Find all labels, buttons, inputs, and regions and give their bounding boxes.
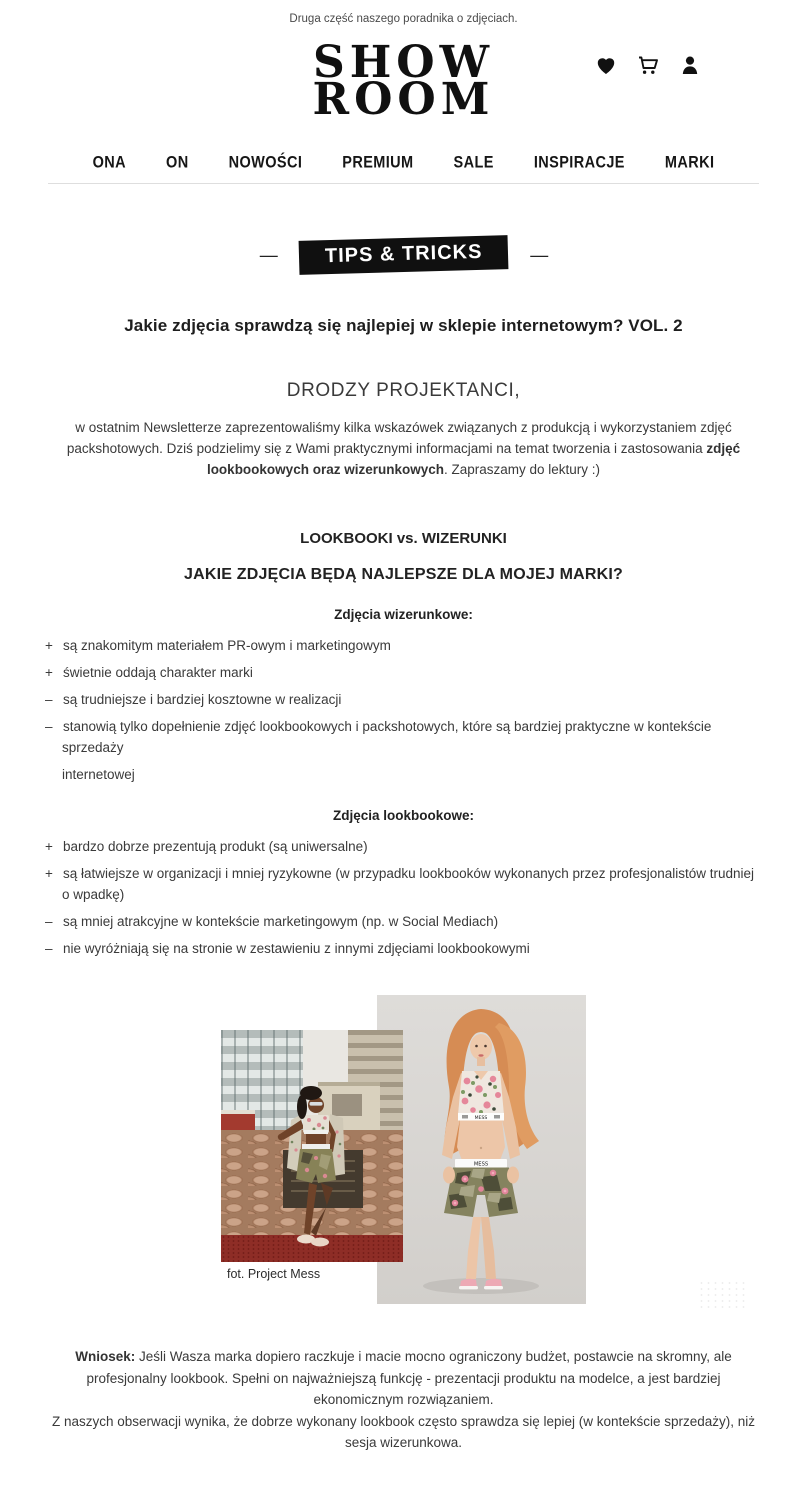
photo-collage [0,995,807,1309]
conclusion-lead: Wniosek: [75,1349,136,1364]
nav-item-ona[interactable]: ONA [92,154,127,172]
watermark-dots [698,1280,748,1310]
header [0,37,807,133]
preheader-text: Druga część naszego poradnika o zdjęciach. [289,13,518,25]
nav-item-inspiracje[interactable]: INSPIRACJE [533,154,625,172]
list-item-continuation: internetowej [62,767,135,782]
wizerunkowe-outdoor-photo[interactable] [221,1030,403,1262]
nav-item-on[interactable]: ON [166,154,189,172]
logo-line-1: SHOW [312,37,495,88]
list1-title: Zdjęcia wizerunkowe: [334,607,473,622]
photo-caption: fot. Project Mess [227,1267,321,1281]
conclusion-paragraph [46,1346,762,1500]
lookbook-studio-photo[interactable] [377,995,586,1304]
list-lookbookowe [45,836,762,959]
list-item: + świetnie oddają charakter marki [45,665,253,680]
pros-cons-section [0,607,807,959]
left-dash: — [259,244,277,265]
right-dash: — [530,244,548,265]
main-nav [0,155,807,171]
list2-title: Zdjęcia lookbookowe: [332,808,475,823]
heart-icon[interactable] [594,53,618,77]
list-item: + bardzo dobrze prezentują produkt (są uniwersalne) [45,839,368,854]
user-icon[interactable] [678,53,702,77]
list-item: – są trudniejsze i bardziej kosztowne w realizacji [45,692,342,707]
list-item: – są mniej atrakcyjne w kontekście marketingowym (np. w Social Mediach) [45,914,499,929]
tips-tricks-badge: TIPS & TRICKS [298,235,508,275]
list-item: + są łatwiejsze w organizacji i mniej ryzykowne (w przypadku lookbooków wykonanych przez profesjonalistów trudniej o wpadkę) [45,866,755,902]
top-band-brand-text: MESS [474,1116,488,1121]
waistband-brand-text: MESS [473,1161,489,1168]
outdoor-model-illustration [221,1030,403,1262]
tips-tricks-banner [0,238,807,272]
list-item: – stanowią tylko dopełnienie zdjęć lookbookowych i packshotowych, które są bardziej praktyczne w kontekście sprzedaży [45,719,712,755]
studio-model-illustration [377,995,586,1304]
intro-paragraph [60,417,748,480]
list-item: + są znakomitym materiałem PR-owym i marketingowym [45,638,391,653]
nav-item-marki[interactable]: MARKI [664,154,715,172]
conclusion-line2: Z naszych obserwacji wynika, że dobrze wykonany lookbook często sprawdza się lepiej (w kontekście sprzedaży), niż sesja wizerunkowa. [51,1413,756,1450]
heading-jakie-zdjecia: JAKIE ZDJĘCIA BĘDĄ NAJLEPSZE DLA MOJEJ MARKI? [184,566,623,583]
heading-lookbooki-vs-wizerunki: LOOKBOOKI vs. WIZERUNKI [300,530,507,547]
logo-line-2: ROOM [312,73,495,125]
conclusion-text: Jeśli Wasza marka dopiero raczkuje i macie mocno ograniczony budżet, postawcie na skromny, ale profesjonalny lookbook. Spełni on najważniejszą funkcję - prezentacji produktu na modelce, a jest bardziej ekonomicznym rozwiązaniem. [86,1349,732,1407]
list-item: – nie wyróżniają się na stronie w zestawieniu z innymi zdjęciami lookbookowymi [45,941,530,956]
nav-item-sale[interactable]: SALE [453,154,494,172]
nav-item-nowosci[interactable]: NOWOŚCI [228,154,303,172]
header-divider [48,183,759,184]
list-wizerunkowe [45,635,762,785]
cart-icon[interactable] [636,53,660,77]
article-title: Jakie zdjęcia sprawdzą się najlepiej w sklepie internetowym? VOL. 2 [124,316,683,335]
salutation: DRODZY PROJEKTANCI, [286,380,521,401]
intro-text: w ostatnim Newsletterze zaprezentowaliśmy kilka wskazówek związanych z produkcją i wykorzystaniem zdjęć packshotowych. Dziś podzielimy się z Wami praktycznymi informacjami na temat tworzenia i zastosowania [66,420,732,456]
header-icons [594,53,702,77]
intro-text-after: . Zapraszamy do lektury :) [443,462,601,477]
intro-bold-text: zdjęć lookbookowych oraz wizerunkowych [206,441,741,477]
nav-item-premium[interactable]: PREMIUM [342,154,414,172]
